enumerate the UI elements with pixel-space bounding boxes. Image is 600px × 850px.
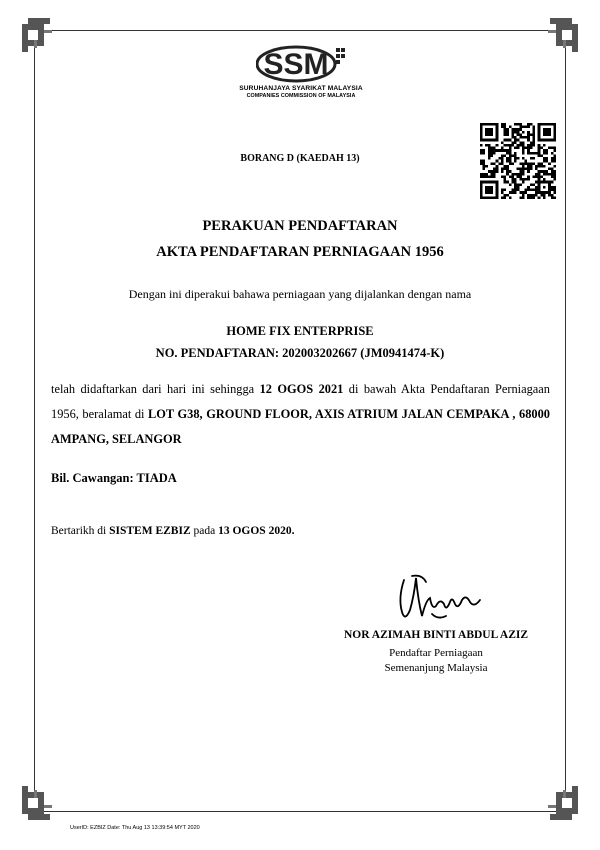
registration-number: NO. PENDAFTARAN: 202003202667 (JM0941474-K) (155, 346, 445, 360)
business-name: HOME FIX ENTERPRISE (226, 324, 374, 338)
agency-name-english: COMPANIES COMMISSION OF MALAYSIA (246, 93, 356, 99)
signature-image (392, 570, 492, 630)
dated-mid: pada (193, 525, 216, 537)
act-title: AKTA PENDAFTARAN PERNIAGAAN 1956 (156, 244, 444, 260)
agency-name-malay: SURUHANJAYA SYARIKAT MALAYSIA (239, 85, 363, 92)
signatory-title: Pendaftar Perniagaan (389, 647, 483, 659)
ssm-logo (226, 42, 376, 100)
issue-date: 13 OGOS 2020. (218, 525, 295, 537)
certification-intro: Dengan ini diperakui bahawa perniagaan yang dijalankan dengan nama (128, 287, 472, 301)
registration-paragraph (51, 377, 550, 452)
corner-ornament-top-left (22, 18, 56, 52)
ssm-logo-letters: SSM (263, 48, 329, 81)
ssm-logo-mark (256, 42, 346, 84)
signatory-name: NOR AZIMAH BINTI ABDUL AZIZ (343, 629, 529, 641)
print-footer: UserID: EZBIZ Date: Thu Aug 13 13:39:54 MYT 2020 (70, 825, 200, 831)
corner-ornament-bottom-left (22, 786, 56, 820)
paragraph-lead: telah didaftarkan dari hari ini sehingga (51, 382, 255, 396)
paragraph-mid: di bawah Akta Pendaftaran Perniagaan 1956, beralamat di (51, 382, 550, 421)
signatory-region: Semenanjung Malaysia (384, 662, 488, 674)
business-address: LOT G38, GROUND FLOOR, AXIS ATRIUM JALAN CEMPAKA , 68000 AMPANG, SELANGOR (51, 407, 550, 446)
certificate-title: PERAKUAN PENDAFTARAN (202, 218, 398, 234)
dated-statement (51, 525, 294, 537)
branch-count: Bil. Cawangan: TIADA (51, 471, 177, 485)
corner-ornament-bottom-right (544, 786, 578, 820)
dated-lead: Bertarikh di (51, 525, 107, 537)
corner-ornament-top-right (544, 18, 578, 52)
form-reference: BORANG D (KAEDAH 13) (240, 153, 360, 164)
expiry-date: 12 OGOS 2021 (259, 382, 344, 396)
system-name: SISTEM EZBIZ (109, 525, 191, 537)
